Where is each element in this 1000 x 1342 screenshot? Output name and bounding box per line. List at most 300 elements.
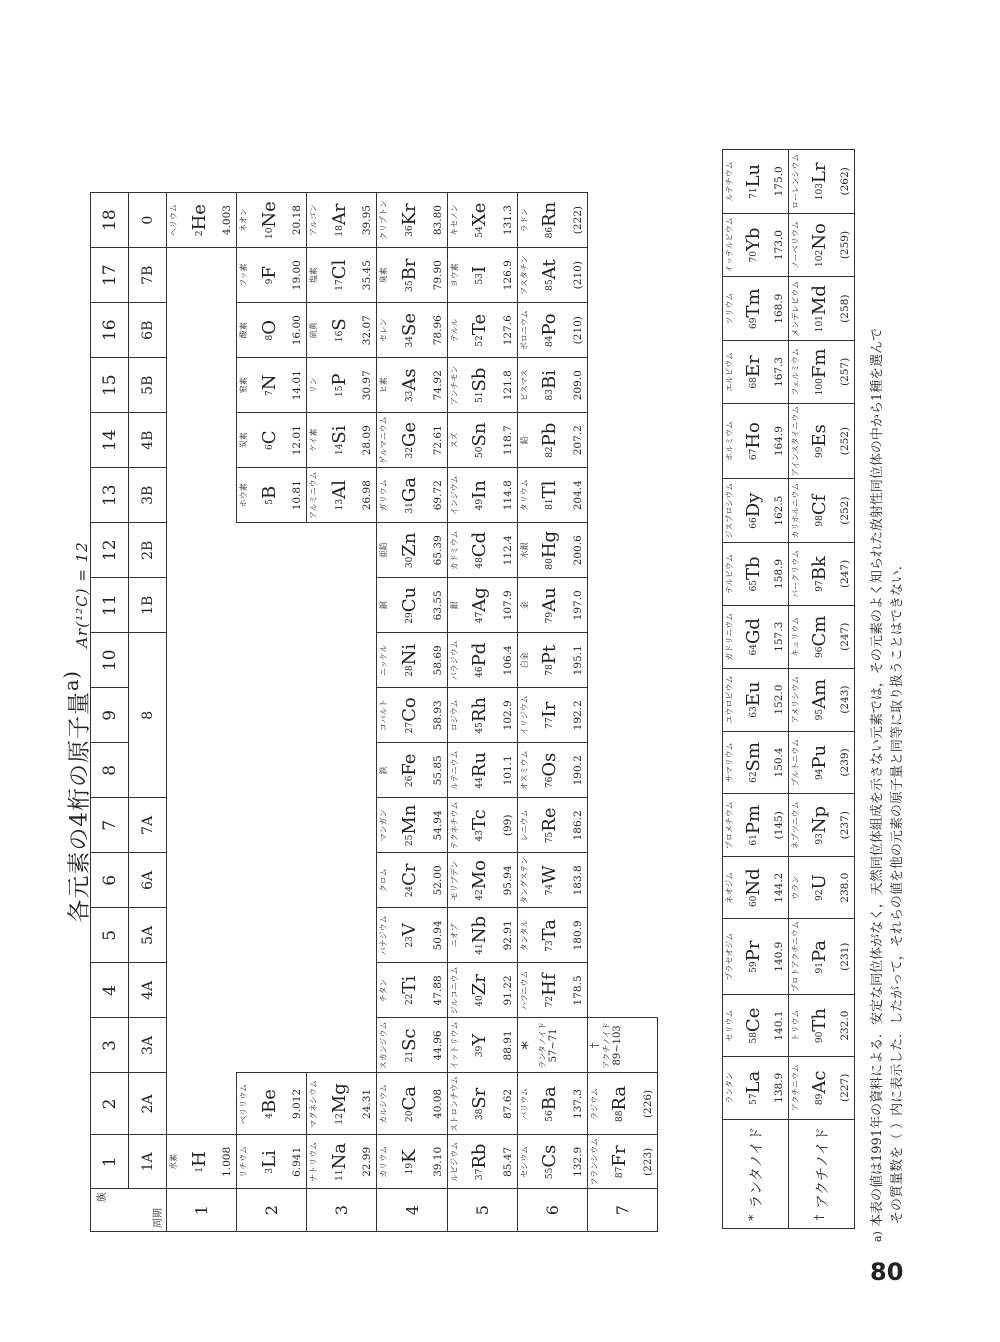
element-atomic-number: 10 (264, 227, 275, 240)
group-subgroup-4: 4A (129, 963, 167, 1018)
element-content (237, 1073, 306, 1134)
placeholder-name: ランタノイド (537, 1022, 547, 1069)
element-atomic-weight: 52.00 (431, 865, 444, 896)
element-content (448, 248, 517, 302)
element-cell-rh (447, 688, 517, 743)
element-cell-hf (517, 963, 587, 1018)
element-atomic-weight: (237) (839, 811, 851, 840)
footnote-text-1: 本表の値は1991年の資料による．安定な同位体がなく，天然同位体組成を示さない元素では，その元素のよく知られた放射性同位体の中から1種を選んで (870, 327, 885, 1227)
element-cell-ne (237, 193, 307, 248)
element-symbol: No (808, 223, 830, 250)
element-symbol: Co (399, 697, 420, 722)
element-content (377, 1018, 446, 1072)
element-cell-mo (447, 853, 517, 908)
element-atomic-number: 102 (814, 249, 825, 267)
placeholder-mark: * (517, 1041, 537, 1050)
element-content (723, 732, 788, 794)
element-atomic-weight: 30.97 (361, 370, 374, 401)
element-cell-la (723, 1056, 789, 1119)
element-symbol: Md (808, 285, 830, 316)
element-cell-th (789, 995, 855, 1057)
element-cell-np (789, 794, 855, 857)
element-cell-cl (307, 248, 377, 303)
element-symbol-line (809, 279, 831, 338)
element-japanese-name: キュリウム (791, 616, 800, 657)
element-symbol-line (743, 859, 765, 916)
element-japanese-name: ジルコニウム (449, 966, 459, 1015)
empty-gap (307, 523, 377, 1073)
element-japanese-name: フランシウム (589, 1137, 599, 1186)
element-japanese-name: 炭素 (239, 432, 249, 449)
element-content (377, 468, 446, 522)
element-content (448, 413, 517, 467)
element-symbol: Pd (469, 642, 491, 667)
lanthanoids-label-text: ランタノイド (748, 1126, 765, 1209)
element-japanese-name: ウラン (791, 875, 800, 900)
element-cell-tl (517, 468, 587, 523)
element-symbol-line (743, 406, 765, 476)
lanthanoids-label (723, 1119, 789, 1228)
element-atomic-number: 65 (748, 579, 759, 592)
element-symbol-line (469, 525, 491, 575)
element-cell-eu (723, 668, 789, 731)
element-japanese-name: カリウム (379, 1145, 389, 1178)
element-content (377, 688, 446, 742)
element-atomic-number: 66 (748, 517, 759, 529)
element-atomic-weight: 168.9 (773, 293, 785, 324)
element-cell-li (237, 1135, 307, 1189)
element-cell-h (167, 1135, 237, 1189)
element-atomic-weight: 152.0 (773, 684, 785, 715)
element-atomic-weight: 180.9 (571, 920, 584, 951)
element-atomic-number: 36 (405, 225, 415, 237)
element-symbol-line (469, 855, 491, 905)
element-symbol: Y (469, 1033, 491, 1046)
element-atomic-weight: 14.01 (291, 370, 304, 401)
element-japanese-name: 鉄 (379, 766, 389, 775)
element-atomic-number: 96 (814, 646, 825, 658)
element-cell-ge (377, 413, 447, 468)
element-symbol-line (469, 470, 491, 520)
element-cell-cd (447, 523, 517, 578)
element-symbol: Fr (609, 1145, 631, 1167)
element-content (789, 479, 854, 542)
element-content (237, 468, 306, 522)
element-symbol: Ti (399, 975, 420, 994)
element-symbol: Ag (469, 587, 491, 612)
element-atomic-number: 35 (405, 280, 415, 292)
placeholder-mark: † (587, 1042, 601, 1049)
element-cell-tm (723, 277, 789, 341)
element-cell-ca (377, 1073, 447, 1135)
placeholder-name: アクチノイド (601, 1022, 611, 1069)
element-content (789, 669, 854, 731)
element-atomic-number: 60 (748, 895, 759, 908)
element-symbol: Se (399, 313, 420, 336)
element-japanese-name: ケイ素 (309, 428, 319, 452)
element-content (518, 358, 587, 412)
element-symbol-line (809, 796, 831, 854)
element-japanese-name: 銅 (379, 601, 389, 610)
element-content (789, 919, 854, 994)
element-content (377, 248, 446, 302)
element-cell-sn (447, 413, 517, 468)
element-atomic-number: 43 (475, 829, 486, 842)
element-japanese-name: モリブデン (449, 860, 459, 901)
element-atomic-number: 64 (748, 644, 759, 656)
group-number-8: 8 (91, 743, 129, 798)
element-symbol: La (742, 1070, 764, 1094)
element-atomic-weight: (223) (642, 1147, 654, 1176)
element-cell-p (307, 358, 377, 413)
element-content (167, 193, 236, 247)
group-number-12: 12 (91, 523, 129, 578)
element-atomic-weight: 192.2 (571, 700, 584, 731)
element-atomic-number: 17 (334, 279, 345, 291)
element-content (307, 193, 376, 247)
group-number-17: 17 (91, 248, 129, 303)
element-symbol-line (469, 1075, 491, 1132)
element-japanese-name: フェルミウム (791, 348, 800, 396)
element-symbol-line (399, 250, 421, 300)
element-symbol: Al (328, 480, 350, 499)
element-content (377, 193, 446, 247)
element-japanese-name: メンデレビウム (791, 280, 800, 337)
footnote (868, 122, 908, 1242)
element-atomic-weight: (247) (839, 622, 851, 651)
element-atomic-number: 77 (545, 717, 556, 729)
element-atomic-number: 103 (814, 183, 825, 201)
element-symbol: Re (539, 807, 561, 832)
element-content (518, 633, 587, 687)
element-symbol-line (399, 800, 421, 850)
element-cell-gd (723, 605, 789, 668)
element-atomic-weight: 106.4 (501, 645, 514, 676)
element-atomic-number: 15 (334, 385, 345, 398)
element-symbol: He (188, 204, 210, 231)
element-japanese-name: アスタチン (519, 255, 529, 295)
element-atomic-number: 38 (475, 1108, 486, 1121)
element-cell-md (789, 277, 855, 341)
element-atomic-number: 5 (264, 499, 275, 505)
element-cell-s (307, 303, 377, 358)
element-symbol: Os (539, 752, 561, 777)
element-japanese-name: リン (309, 377, 319, 394)
element-atomic-weight: 74.92 (431, 370, 444, 401)
element-symbol-line (329, 195, 351, 245)
element-symbol-line (809, 152, 831, 211)
element-japanese-name: カリホルニウム (791, 482, 800, 539)
element-content (723, 1057, 788, 1119)
element-atomic-number: 32 (405, 447, 415, 459)
element-content (518, 963, 587, 1017)
element-content (789, 794, 854, 856)
element-symbol: N (258, 374, 280, 391)
element-content (789, 732, 854, 794)
element-content (518, 468, 587, 522)
element-content (723, 995, 788, 1056)
element-atomic-number: 76 (545, 776, 556, 789)
element-content (448, 468, 517, 522)
group-number-3: 3 (91, 1018, 129, 1073)
title-footnote-mark: a) (60, 670, 83, 691)
element-symbol: H (188, 1151, 210, 1167)
element-content (723, 404, 788, 478)
group-number-4: 4 (91, 963, 129, 1018)
element-japanese-name: ツリウム (725, 292, 734, 325)
actinoids-label-text: アクチノイド (814, 1127, 831, 1209)
element-atomic-weight: 126.9 (501, 260, 514, 291)
element-symbol-line (399, 360, 421, 410)
element-atomic-number: 74 (545, 883, 556, 896)
element-cell-ru (447, 743, 517, 798)
element-atomic-number: 20 (405, 1110, 415, 1122)
element-symbol-line (469, 800, 491, 850)
element-cell-u (789, 857, 855, 919)
element-cell-pu (789, 731, 855, 794)
element-atomic-number: 73 (545, 940, 556, 952)
element-japanese-name: マンガン (379, 809, 389, 842)
element-symbol: Cd (469, 531, 491, 558)
element-symbol-line (809, 216, 831, 275)
element-japanese-name: ハフニウム (519, 970, 529, 1011)
element-atomic-weight: 12.01 (291, 425, 304, 456)
element-atomic-number: 21 (405, 1050, 415, 1063)
element-content (377, 908, 446, 962)
element-cell-cr (377, 853, 447, 908)
element-atomic-weight: (252) (839, 426, 851, 456)
period-number-6: 6 (517, 1189, 587, 1232)
element-symbol-line (743, 796, 765, 854)
corner-header (91, 1189, 167, 1232)
rotated-page-content (0, 22, 1000, 1342)
element-symbol: W (539, 865, 561, 884)
element-atomic-weight: 186.2 (571, 810, 584, 841)
element-symbol: Pu (808, 744, 830, 769)
empty-gap (237, 523, 307, 1073)
element-symbol: Pb (539, 422, 561, 447)
page-title (60, 232, 94, 1232)
element-japanese-name: ヒ素 (379, 377, 389, 394)
element-symbol-line (329, 1075, 351, 1132)
element-atomic-weight: (257) (839, 357, 851, 387)
element-symbol-line (399, 525, 421, 575)
element-atomic-weight: 9.012 (291, 1088, 304, 1119)
element-cell-am (789, 668, 855, 731)
periodic-table (90, 192, 658, 1232)
lanthanoid-actinoid-table (722, 149, 854, 1229)
element-atomic-weight: 102.9 (501, 700, 514, 731)
element-cell-pr (723, 919, 789, 995)
element-cell-he (167, 193, 237, 248)
element-japanese-name: 硫黄 (309, 322, 319, 339)
element-cell-pb (517, 413, 587, 468)
element-atomic-number: 68 (748, 377, 759, 389)
element-japanese-name: アルゴン (309, 204, 319, 236)
element-symbol: Po (539, 313, 561, 336)
element-symbol: Ca (399, 1085, 420, 1111)
element-atomic-number: 1 (194, 1166, 205, 1173)
element-symbol-line (469, 745, 491, 795)
element-japanese-name: ユウロピウム (725, 675, 734, 724)
element-cell-pa (789, 919, 855, 995)
element-atomic-number: 7 (264, 390, 275, 396)
element-atomic-number: 18 (334, 225, 345, 237)
group-subgroup-8: 8 (129, 633, 167, 798)
element-atomic-number: 58 (748, 1032, 759, 1044)
element-atomic-weight: 190.2 (571, 755, 584, 786)
element-atomic-number: 83 (545, 389, 556, 401)
element-atomic-number: 69 (748, 317, 759, 329)
element-cell-n (237, 358, 307, 413)
element-atomic-weight: 39.95 (361, 205, 374, 236)
element-symbol: Cr (399, 863, 420, 886)
element-content (448, 193, 517, 247)
element-content (307, 468, 376, 522)
element-japanese-name: オスミウム (519, 750, 529, 791)
element-symbol: Sr (469, 1087, 491, 1109)
element-content (723, 669, 788, 731)
element-symbol: Mo (469, 860, 491, 890)
element-cell-ac (789, 1056, 855, 1119)
element-symbol-line (399, 1020, 421, 1070)
period-number-2: 2 (237, 1189, 307, 1232)
actinoids-label (789, 1119, 855, 1228)
element-symbol: Sm (742, 742, 764, 772)
element-content (723, 857, 788, 918)
element-atomic-number: 79 (545, 611, 556, 624)
element-japanese-name: ビスマス (519, 369, 529, 402)
element-atomic-weight: (258) (839, 294, 851, 323)
element-cell-tb (723, 543, 789, 606)
element-cell-ta (517, 908, 587, 963)
element-content (377, 633, 446, 687)
element-symbol-line (469, 580, 491, 630)
group-subgroup-2: 2A (129, 1073, 167, 1135)
element-atomic-number: 8 (264, 334, 275, 341)
element-japanese-name: 水銀 (519, 542, 529, 559)
element-atomic-weight: (243) (839, 685, 851, 714)
element-content (448, 303, 517, 357)
element-cell-zr (447, 963, 517, 1018)
element-symbol-line (259, 1075, 281, 1132)
element-japanese-name: ラジウム (589, 1088, 599, 1120)
element-cell-tc (447, 798, 517, 853)
element-atomic-number: 45 (475, 722, 486, 734)
element-symbol: Mn (399, 804, 420, 835)
element-atomic-number: 19 (405, 1162, 415, 1175)
element-atomic-weight: 47.88 (431, 975, 444, 1006)
element-symbol-line (259, 305, 281, 355)
element-atomic-weight: (99) (501, 814, 514, 837)
element-japanese-name: カルシウム (379, 1084, 389, 1124)
element-cell-ti (377, 963, 447, 1018)
group-number-11: 11 (91, 578, 129, 633)
element-symbol-line (329, 415, 351, 465)
element-symbol: In (469, 480, 491, 499)
element-atomic-number: 42 (475, 889, 486, 901)
element-symbol-line (399, 305, 421, 355)
element-symbol-line (743, 734, 765, 792)
element-atomic-weight: 175.0 (773, 166, 785, 197)
element-symbol: Ne (258, 201, 280, 228)
element-atomic-weight: 50.94 (431, 920, 444, 951)
footnote-mark: a) (871, 1231, 884, 1242)
element-symbol: Cm (808, 615, 830, 647)
element-content (167, 1135, 236, 1188)
element-symbol-line (469, 360, 491, 410)
element-cell-se (377, 303, 447, 358)
element-atomic-weight: 144.2 (773, 872, 785, 903)
element-symbol: Pm (742, 804, 764, 835)
element-japanese-name: リチウム (239, 1145, 249, 1178)
element-japanese-name: イリジウム (519, 695, 529, 736)
element-japanese-name: 金 (519, 601, 529, 610)
element-content (307, 358, 376, 412)
element-atomic-weight: 19.00 (291, 260, 304, 291)
element-atomic-number: 91 (814, 962, 825, 974)
element-symbol: Tb (742, 556, 764, 580)
element-content (448, 523, 517, 577)
element-content (789, 404, 854, 478)
element-content (518, 578, 587, 632)
element-atomic-number: 34 (405, 335, 415, 348)
element-atomic-number: 30 (405, 556, 415, 569)
element-japanese-name: 鉛 (519, 436, 529, 445)
element-cell-b (237, 468, 307, 523)
element-symbol-line (329, 1137, 351, 1186)
element-atomic-weight: 40.08 (431, 1088, 444, 1119)
element-symbol: Hg (539, 530, 561, 559)
element-symbol: As (399, 368, 420, 391)
element-atomic-weight: 91.22 (501, 975, 514, 1006)
element-symbol-line (809, 921, 831, 992)
page-number: 80 (870, 1258, 904, 1286)
element-symbol-line (399, 470, 421, 520)
group-subgroup-15: 5B (129, 358, 167, 413)
element-symbol: Lr (808, 162, 830, 184)
element-symbol-line (743, 216, 765, 275)
element-content (723, 794, 788, 856)
element-japanese-name: バナジウム (379, 915, 389, 956)
element-symbol: Lu (742, 163, 764, 188)
element-cell-kr (377, 193, 447, 248)
element-content (789, 277, 854, 340)
element-cell-ho (723, 403, 789, 478)
element-content (307, 1135, 376, 1188)
element-symbol: B (258, 485, 280, 500)
element-japanese-name: タングステン (519, 856, 529, 904)
element-japanese-name: イットリウム (449, 1021, 459, 1070)
element-atomic-number: 31 (405, 502, 415, 514)
element-symbol: Ar (328, 203, 350, 226)
element-symbol: Th (808, 1008, 830, 1032)
element-symbol-line (399, 745, 421, 795)
element-japanese-name: ガリウム (379, 479, 389, 512)
element-content (588, 1135, 657, 1188)
element-content (448, 1018, 517, 1072)
element-cell-nb (447, 908, 517, 963)
element-cell-pm (723, 794, 789, 857)
element-japanese-name: ベリリウム (239, 1084, 249, 1124)
element-cell-bk (789, 543, 855, 606)
element-atomic-number: 2 (194, 230, 205, 237)
element-atomic-number: 47 (475, 611, 486, 624)
element-content (377, 303, 446, 357)
element-cell-fm (789, 341, 855, 404)
element-content (723, 543, 788, 605)
element-symbol: Ge (399, 422, 420, 448)
